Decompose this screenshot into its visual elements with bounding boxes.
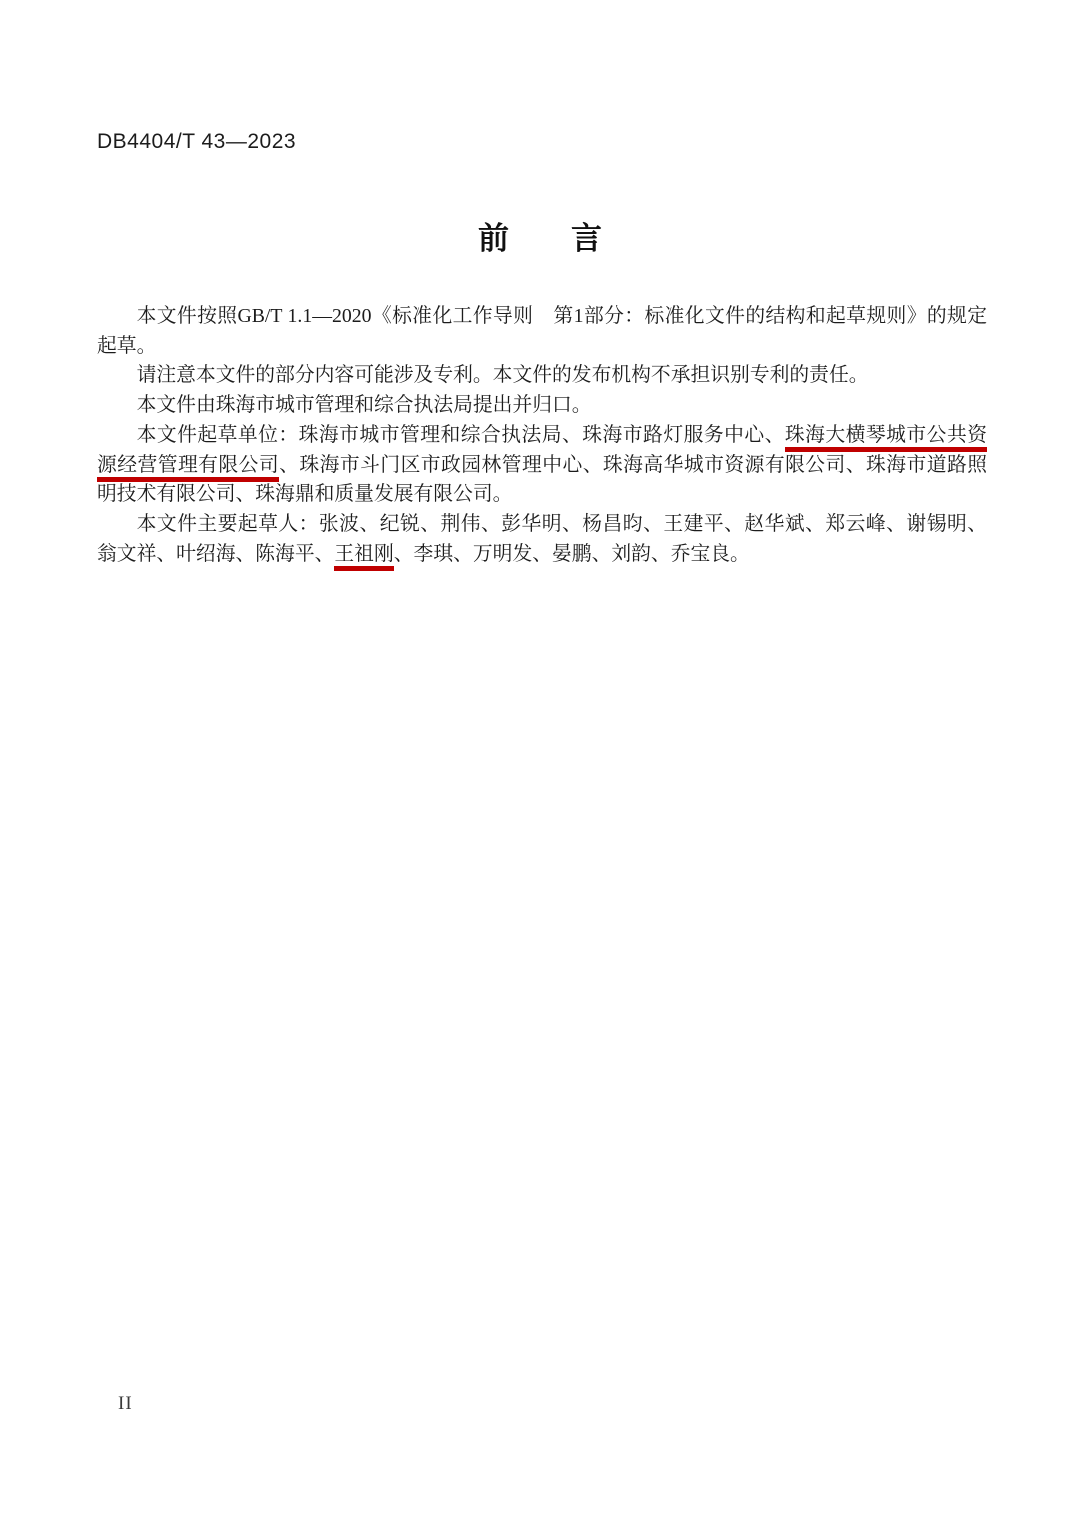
document-code: DB4404/T 43—2023 — [97, 130, 297, 153]
paragraph-proposing-org: 本文件由珠海市城市管理和综合执法局提出并归口。 — [136, 394, 592, 417]
orgs-text-prefix: 本文件起草单位：珠海市城市管理和综合执法局、珠海市路灯服务中心、 — [136, 423, 785, 446]
paragraph-patent-notice: 请注意本文件的部分内容可能涉及专利。本文件的发布机构不承担识别专利的责任。 — [136, 364, 869, 387]
page-number: II — [118, 1393, 133, 1414]
paragraph-drafting-orgs — [97, 421, 987, 510]
orgs-underlined-company: 珠海大横琴城市公共资源经营管理有限公司 — [97, 424, 987, 482]
drafters-text-prefix: 本文件主要起草人：张波、纪锐、荆伟、彭华明、杨昌昀、王建平、赵华斌、郑云峰、谢锡明、翁文祥、叶绍海、陈海平、 — [97, 512, 987, 565]
foreword-title: 前 言 — [478, 221, 602, 256]
paragraph-drafting-basis: 本文件按照GB/T 1.1—2020《标准化工作导则 第1部分：标准化文件的结构和起草规则》的规定起草。 — [97, 305, 987, 357]
foreword-body — [97, 302, 987, 569]
drafters-text-suffix: 、李琪、万明发、晏鹏、刘韵、乔宝良。 — [393, 542, 750, 565]
paragraph-main-drafters — [97, 510, 987, 569]
orgs-text-suffix: 、珠海市斗门区市政园林管理中心、珠海高华城市资源有限公司、珠海市道路照明技术有限公司、珠海鼎和质量发展有限公司。 — [97, 453, 987, 506]
drafter-underlined-name: 王祖刚 — [334, 543, 393, 571]
